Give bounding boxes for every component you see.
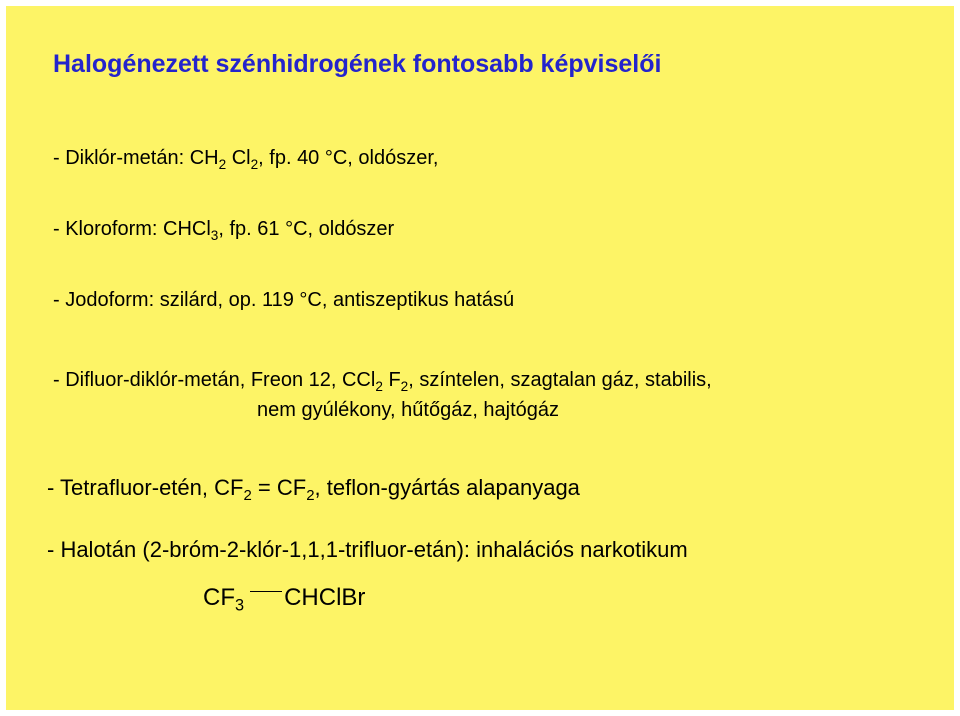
slide	[6, 6, 954, 710]
item-text: - Diklór-metán: CH	[53, 147, 219, 169]
item-kloroform	[53, 217, 394, 241]
formula-subscript: 3	[235, 596, 245, 615]
item-jodoform: - Jodoform: szilárd, op. 119 °C, antiszeptikus hatású	[53, 289, 515, 311]
subscript: 2	[243, 487, 252, 505]
item-text: - Kloroform: CHCl	[53, 218, 211, 240]
item-text: - Difluor-diklór-metán, Freon 12, CCl	[53, 369, 376, 391]
subscript: 2	[306, 487, 315, 505]
subscript: 2	[218, 156, 227, 172]
item-freon-continuation: nem gyúlékony, hűtőgáz, hajtógáz	[257, 399, 560, 421]
subscript: 2	[250, 156, 259, 172]
subscript: 2	[400, 378, 409, 394]
formula-left: CF	[203, 584, 235, 611]
item-halotan: - Halotán (2-bróm-2-klór-1,1,1-trifluor-etán): inhalációs narkotikum	[47, 537, 688, 562]
item-text: , teflon-gyártás alapanyaga	[314, 475, 580, 500]
item-text: F	[382, 369, 401, 391]
item-diklormetan	[53, 146, 438, 170]
single-bond-line	[250, 591, 282, 592]
item-text: = CF	[251, 475, 307, 500]
item-freon	[53, 368, 712, 392]
subscript: 3	[210, 227, 219, 243]
item-text: , fp. 61 °C, oldószer	[218, 218, 395, 240]
item-tetrafluoreten	[47, 475, 580, 505]
halotan-formula	[203, 584, 366, 615]
formula-right: CHClBr	[284, 584, 366, 611]
item-text: Cl	[226, 147, 251, 169]
item-text: , színtelen, szagtalan gáz, stabilis,	[408, 369, 712, 391]
item-text: , fp. 40 °C, oldószer,	[258, 147, 439, 169]
item-text: - Tetrafluor-etén, CF	[47, 475, 244, 500]
subscript: 2	[375, 378, 383, 394]
slide-title: Halogénezett szénhidrogének fontosabb képviselői	[53, 50, 662, 78]
